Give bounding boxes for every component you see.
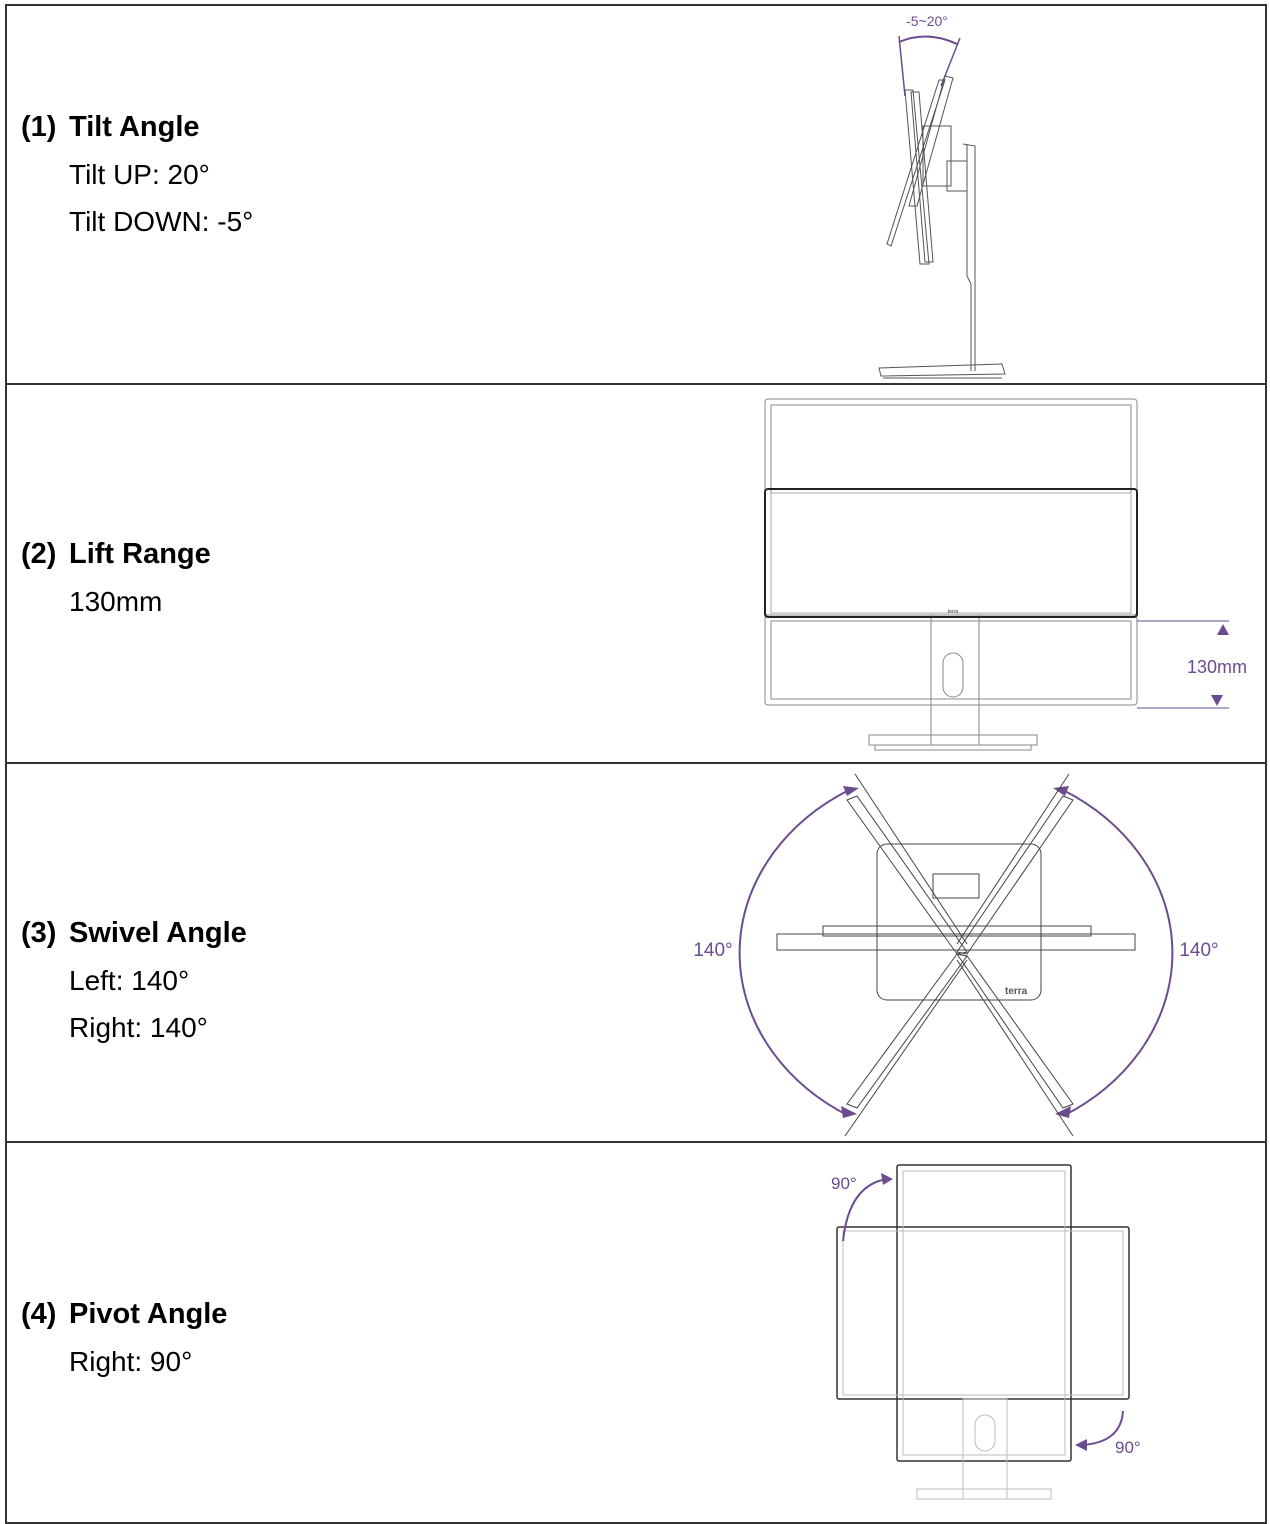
pivot-right-value: Right: 90° [69,1346,193,1377]
swivel-right-label: 140° [1179,940,1219,961]
row-title-label: Swivel Angle [69,917,247,949]
lift-distance-label: 130mm [1186,657,1248,677]
row-title [21,104,253,151]
row-number: (2) [21,538,57,570]
row-number: (1) [21,111,57,143]
swivel-right-value: Right: 140° [69,1012,208,1043]
swivel-left-label: 140° [693,940,733,961]
row-title [21,1291,227,1338]
swivel-text-block [21,910,247,1051]
swivel-diagram [677,764,1257,1143]
row-pivot-angle [7,1143,1265,1522]
row-title [21,910,247,957]
tilt-diagram [867,6,1027,381]
tilt-text-block [21,104,253,245]
swivel-left-value: Left: 140° [69,965,190,996]
pivot-top-label: 90° [831,1174,857,1193]
specs-table [5,4,1267,1524]
lift-range-value: 130mm [69,586,163,617]
row-swivel-angle [7,764,1265,1143]
row-title [21,531,211,578]
pivot-diagram [817,1143,1157,1522]
lift-text-block [21,531,211,625]
brand-logo: terra [1005,986,1028,997]
tilt-down-value: Tilt DOWN: -5° [69,206,254,237]
row-lift-range [7,385,1265,764]
tilt-range-label: -5~20° [906,13,948,29]
pivot-bottom-label: 90° [1115,1438,1141,1457]
row-number: (3) [21,917,57,949]
row-title-label: Tilt Angle [69,111,200,143]
brand-logo: terra [947,609,959,615]
row-number: (4) [21,1298,57,1330]
row-title-label: Pivot Angle [69,1298,228,1330]
row-tilt-angle [7,6,1265,385]
pivot-text-block [21,1291,227,1385]
tilt-up-value: Tilt UP: 20° [69,159,210,190]
row-title-label: Lift Range [69,538,211,570]
lift-diagram [757,385,1257,764]
